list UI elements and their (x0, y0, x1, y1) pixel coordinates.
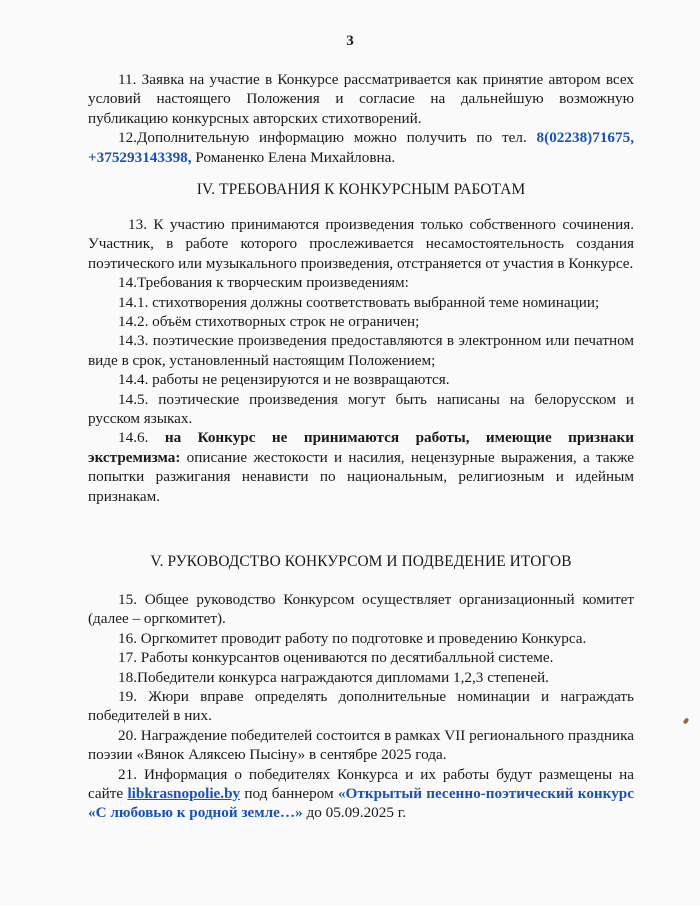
paragraph-21-text: 21. Информация о победителях Конкурса и их работы будут размещены на сайте (88, 765, 634, 803)
section-4-body (88, 215, 634, 506)
paragraph-14-6-rest: описание жестокости и насилия, нецензурные выражения, а также попытки разжигания ненависти по национальным, религиозным и идейным признакам. (88, 448, 634, 505)
phone-number-2: +375293143398, (88, 148, 192, 166)
paragraph-21-end: до 05.09.2025 г. (302, 804, 407, 822)
paragraph-14: 14.Требования к творческим произведениям: (118, 274, 409, 292)
paragraph-20: 20. Награждение победителей состоится в рамках VII регионального праздника поэзии «Вянок Аляксею Пысіну» в сентябре 2025 года. (88, 726, 634, 764)
paragraph-14-6 (88, 428, 634, 506)
paragraph-14-6-number: 14.6. (118, 429, 165, 447)
phone-number-1: 8(02238)71675, (536, 129, 634, 147)
section-4-heading: IV. ТРЕБОВАНИЯ К КОНКУРСНЫМ РАБОТАМ (196, 181, 526, 198)
paragraph-14-3: 14.3. поэтические произведения предоставляются в электронном или печатном виде в срок, установленный настоящим Положением; (88, 332, 634, 369)
paragraph-11: 11. Заявка на участие в Конкурсе рассматривается как принятие автором всех условий настоящего Положения и согласие на дальнейшую возможную публикацию конкурсных авторских стихотворений. (88, 71, 634, 127)
paragraph-17: 17. Работы конкурсантов оцениваются по десятибалльной системе. (118, 649, 554, 667)
paragraph-12-text: 12.Дополнительную информацию можно получить по тел. (118, 129, 537, 147)
section-5-heading: V. РУКОВОДСТВО КОНКУРСОМ И ПОДВЕДЕНИЕ ИТОГОВ (150, 553, 572, 570)
paragraph-16: 16. Оргкомитет проводит работу по подготовке и проведению Конкурса. (118, 629, 587, 647)
contact-name: Романенко Елена Михайловна. (191, 148, 396, 166)
paragraph-21 (88, 765, 634, 823)
paragraph-13: 13. К участию принимаются произведения только собственного сочинения. Участник, в работе которого прослеживается несамостоятельность создания поэтического или музыкального произведения, отстраняется от участия в Конкурсе. (88, 216, 634, 272)
paragraph-15: 15. Общее руководство Конкурсом осуществляет организационный комитет (далее – оргкомитет). (88, 591, 634, 628)
paragraph-19: 19. Жюри вправе определять дополнительные номинации и награждать победителей в них. (88, 688, 634, 725)
paragraph-14-5: 14.5. поэтические произведения могут быть написаны на белорусском и русском языках. (88, 390, 634, 428)
paragraph-18: 18.Победители конкурса награждаются дипломами 1,2,3 степеней. (118, 668, 549, 686)
paragraph-12 (88, 128, 634, 167)
section-3-tail (88, 70, 634, 167)
paragraph-14-4: 14.4. работы не рецензируются и не возвращаются. (118, 371, 450, 389)
paragraph-21-middle: под баннером (240, 785, 338, 803)
paragraph-14-2: 14.2. объём стихотворных строк не ограничен; (118, 313, 420, 331)
section-5-body (88, 590, 634, 823)
page-number: 3 (346, 33, 354, 49)
site-link[interactable]: libkrasnopolie.by (127, 785, 241, 803)
scan-speck (683, 717, 690, 724)
paragraph-14-1: 14.1. стихотворения должны соответствовать выбранной теме номинации; (118, 293, 600, 311)
paragraph-14-6-bold: на Конкурс не принимаются работы, имеющие признаки экстремизма: (88, 429, 635, 466)
banner-title: «Открытый песенно-поэтический конкурс «С любовью к родной земле…» (88, 785, 634, 822)
